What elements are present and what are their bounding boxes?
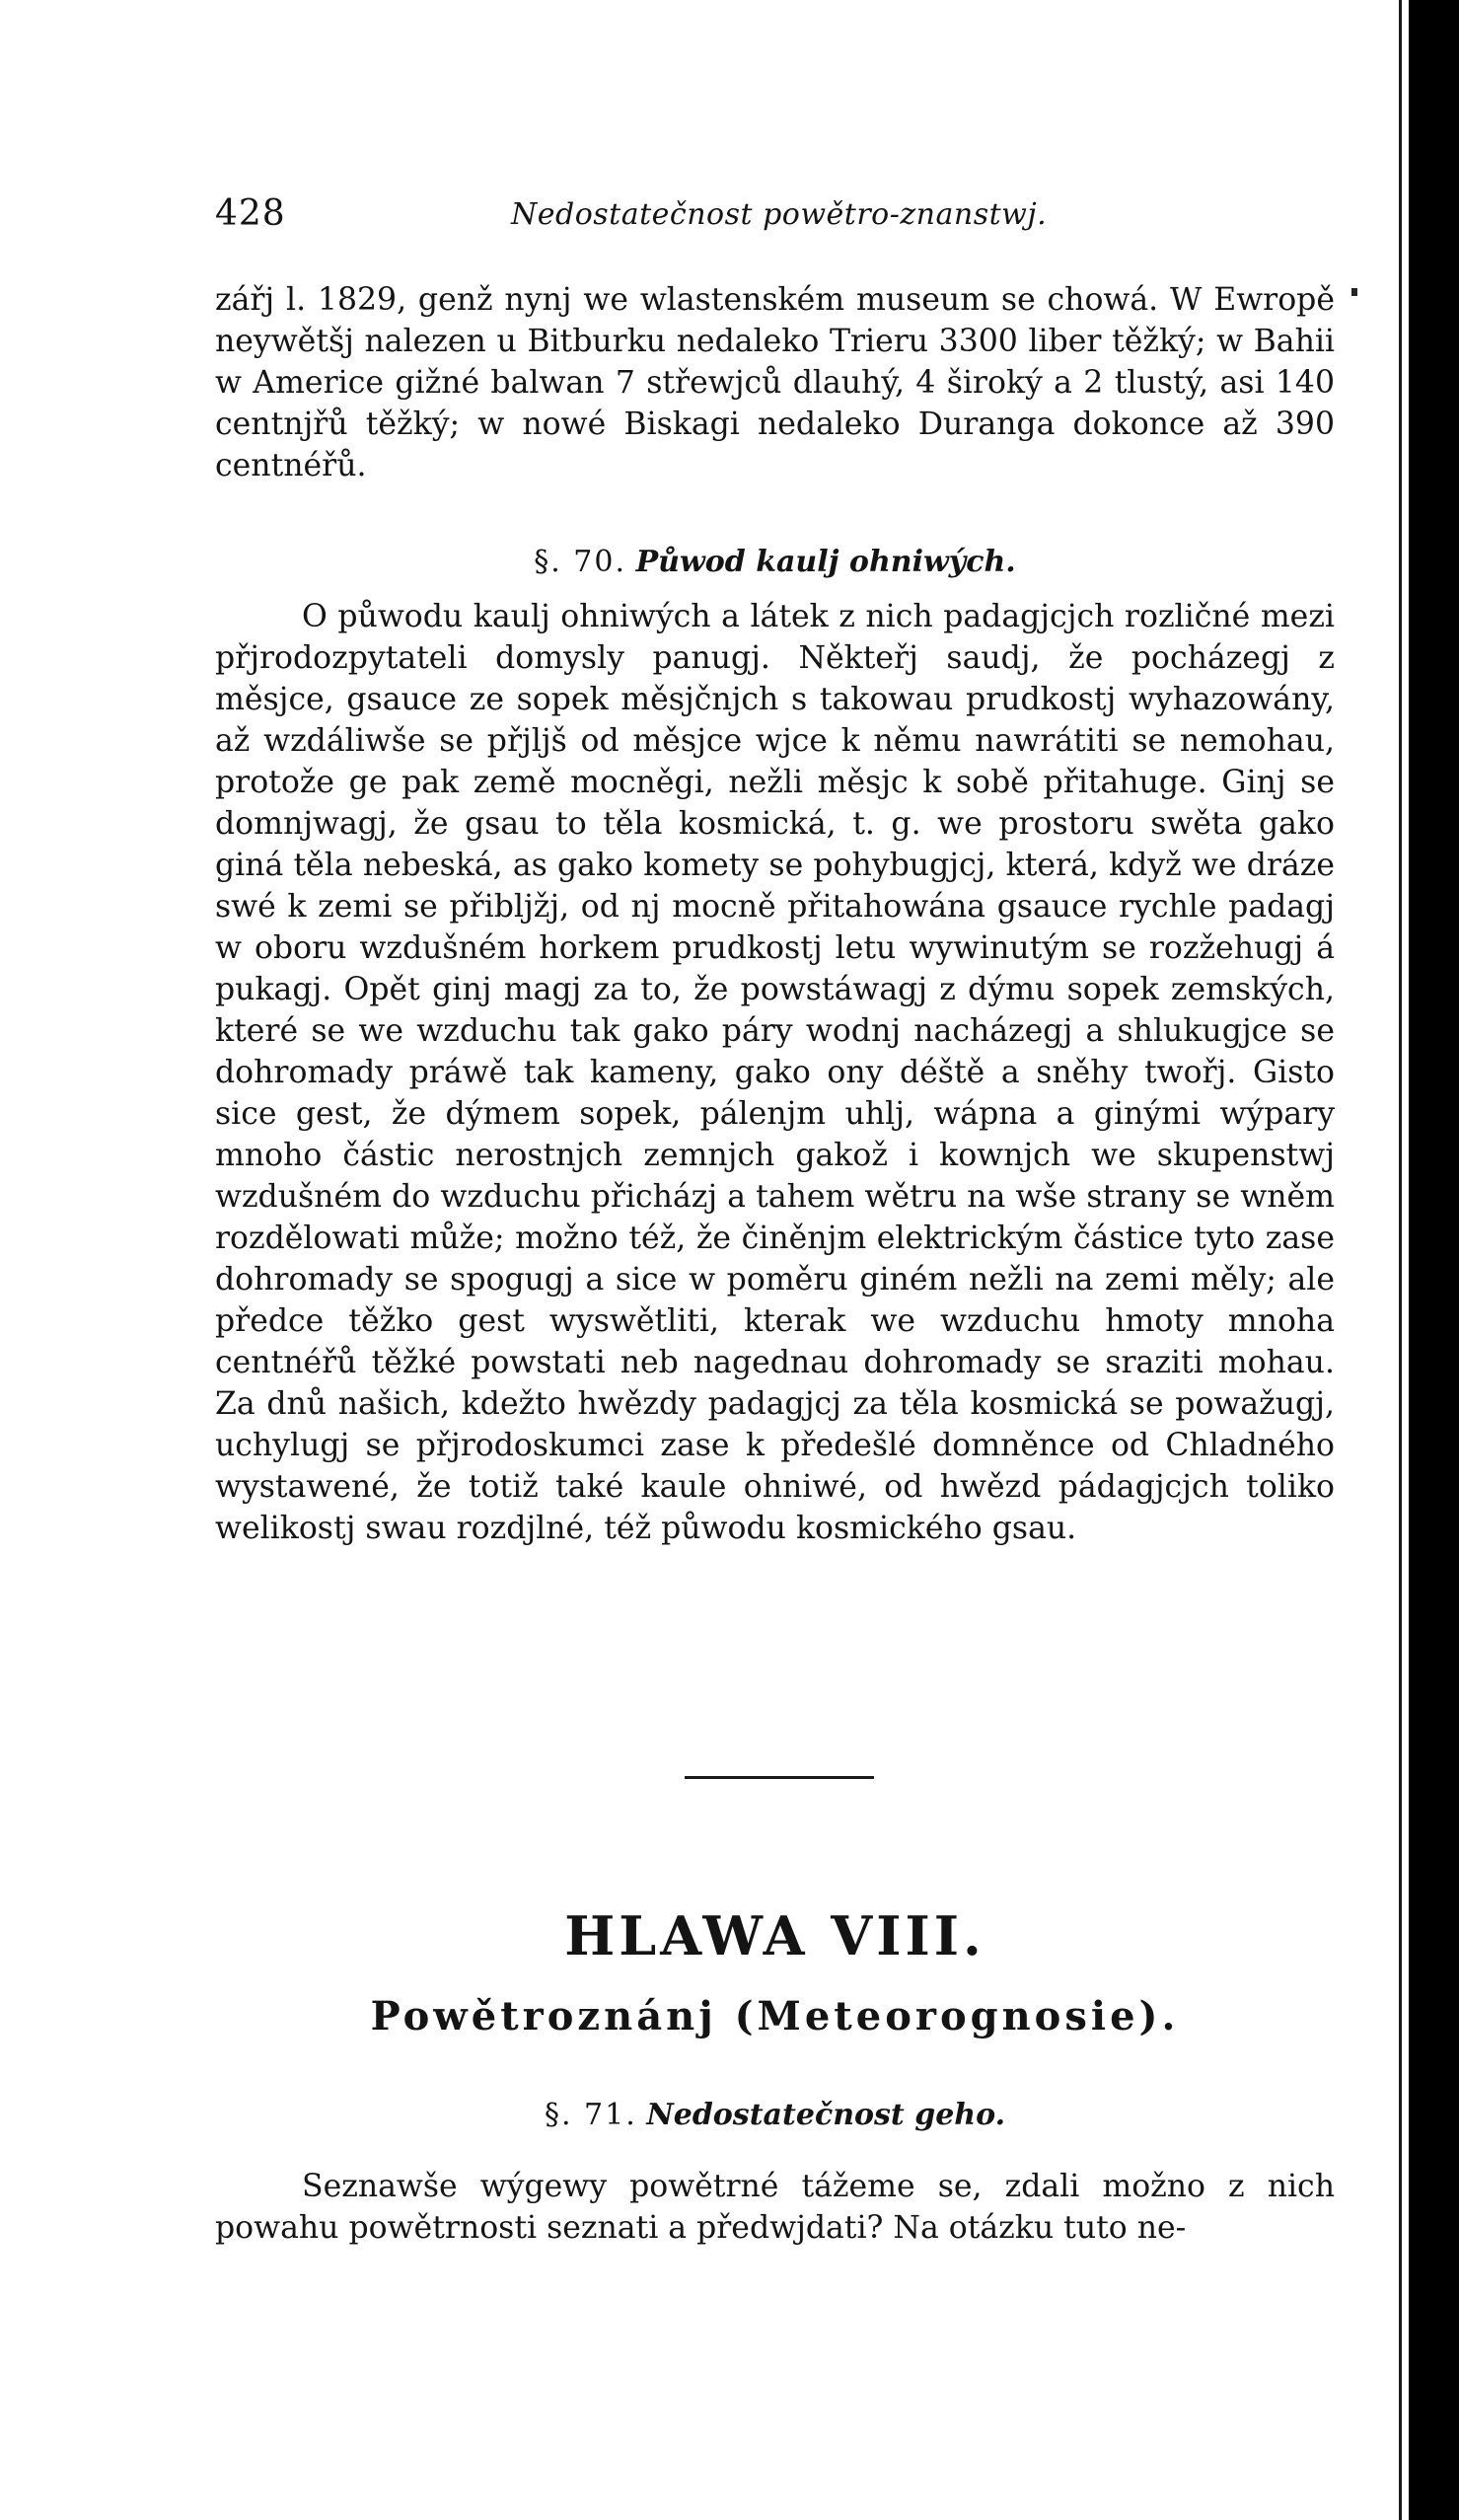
page-header — [215, 193, 1335, 243]
paragraph-text: zářj l. 1829, genž nynj we wlastenském museum se chowá. W Ewropě neywětšj nalezen u Bitburku nedaleko Trieru 3300 liber těžký; w Bahii w Americe gižné balwan 7 střewjců dlauhý, 4 široký a 2 tlustý, asi 140 centnjřů těžký; w nowé Biskagi nedaleko Duranga dokonce až 390 centnéřů. — [215, 282, 1335, 483]
chapter-subtitle: Powětroznánj (Meteorognosie). — [370, 1993, 1180, 2039]
section-71-heading — [0, 2098, 1459, 2132]
chapter-heading: HLAWA VIII. — [564, 1904, 985, 1967]
section-70-heading — [0, 545, 1459, 579]
running-title: Nedostatečnost powětro-znanstwj. — [511, 197, 1048, 232]
scan-border — [1409, 0, 1459, 2520]
paragraph-text: O půwodu kaulj ohniwých a látek z nich padagjcjch rozličné mezi přjrodozpytateli domysly panugj. Někteřj saudj, že pocházegj z měsjce, gsauce ze sopek měsjčnjch s takowau prudkostj wyhazowány, až wzdáliwše se přjljš od měsjce wjce k němu nawrátiti se nemohau, protože ge pak země mocněgi, nežli měsjc k sobě přitahuge. Ginj se domnjwagj, že gsau to těla kosmická, t. g. we prostoru swěta gako giná těla nebeská, as gako komety se pohybugjcj, která, když we dráze swé k zemi se přibljžj, od nj mocně přitahowána gsauce rychle padagj w oboru wzdušném horkem prudkostj letu wywinutým se rozžehugj á pukagj. Opět ginj magj za to, že powstáwagj z dýmu sopek zemských, které se we wzduchu tak gako páry wodnj nacházegj a shlukugjce se dohromady práwě tak kameny, gako ony déště a sněhy twořj. Gisto sice gest, že dýmem sopek, pálenjm uhlj, wápna a ginými wýpary mnoho částic nerostnjch zemnjch gakož i kownjch we skupenstwj wzdušném do wzduchu přicházj a tahem wětru na wše strany se wněm rozdělowati může; možno též, že činěnjm elektrickým částice tyto zase dohromady se spogugj a sice w poměru giném nežli na zemi měly; ale předce těžko gest wyswětliti, kterak we wzduchu hmoty mnoha centnéřů těžké powstati neb nagednau dohromady se sraziti mohau. Za dnů našich, kdežto hwězdy padagjcj za těla kosmická se powažugj, uchylugj se přjrodoskumci zase k předešlé domněnce od Chladného wystawené, že totiž také kaule ohniwé, od hwězd pádagjcjch toliko welikostj swau rozdjlné, též půwodu kosmického gsau. — [215, 599, 1335, 1546]
page-number: 428 — [215, 193, 286, 234]
section-71-body — [215, 2166, 1335, 2249]
section-title: Nedostatečnost geho. — [646, 2098, 1006, 2132]
paragraph-continued — [215, 279, 1335, 486]
section-divider — [685, 1776, 874, 1779]
page-edge-line — [1399, 0, 1402, 2520]
paragraph-text: Seznawše wýgewy powětrné tážeme se, zdali možno z nich powahu powětrnosti seznati a předwjdati? Na otázku tuto ne- — [215, 2169, 1335, 2246]
section-title: Půwod kaulj ohniwých. — [635, 545, 1016, 579]
section-number: §. 70. — [534, 545, 627, 579]
section-70-body — [215, 596, 1335, 1549]
ink-speck — [1351, 288, 1357, 296]
section-number: §. 71. — [544, 2098, 637, 2132]
